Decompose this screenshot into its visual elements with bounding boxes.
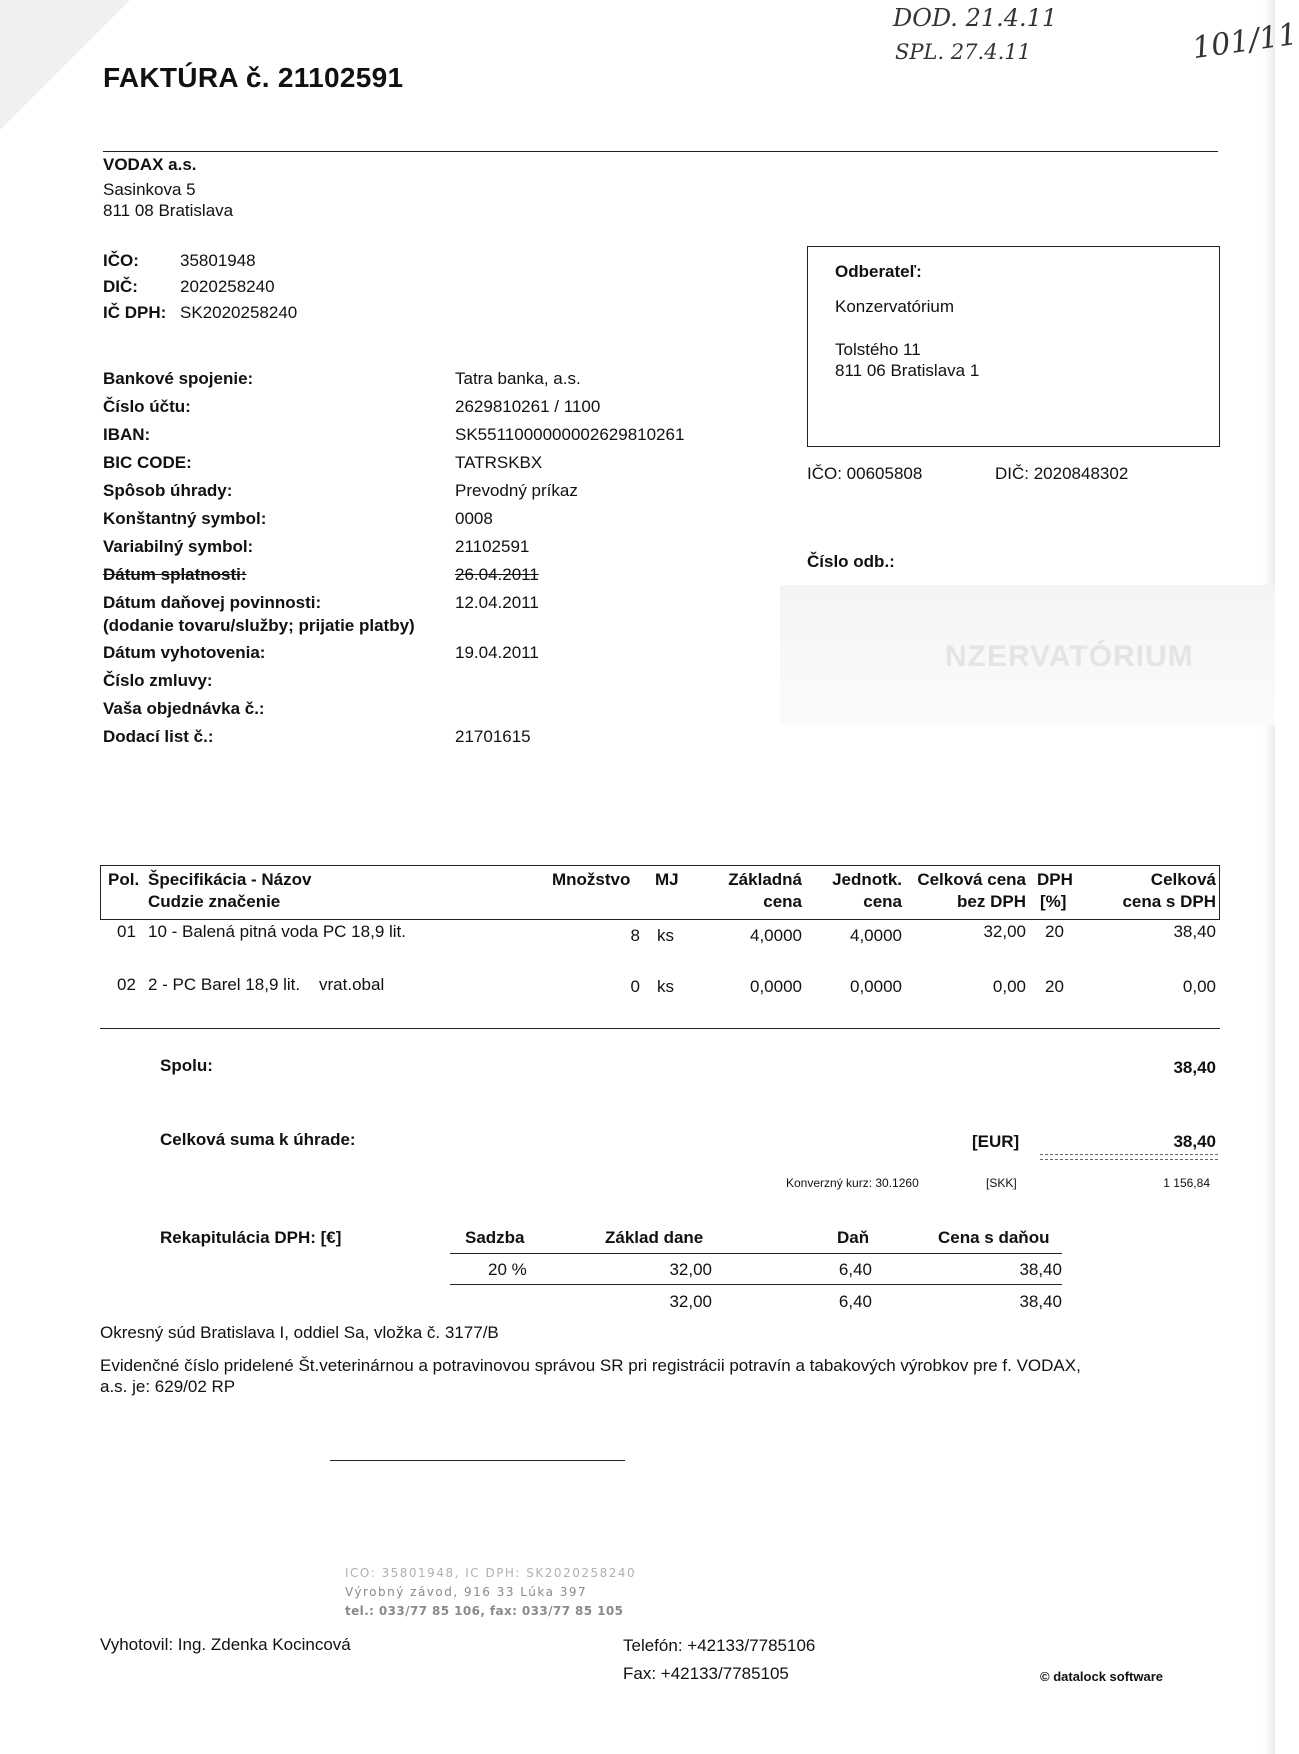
- title-divider: [103, 151, 1218, 152]
- variable-symbol-value: 21102591: [455, 537, 530, 556]
- stamp-line2: Výrobný závod, 916 33 Lúka 397: [345, 1585, 588, 1599]
- row2-unit: 0,0000: [850, 977, 902, 996]
- col-gross-2: cena s DPH: [1122, 892, 1216, 911]
- footer-fax: Fax: +42133/7785105: [623, 1664, 789, 1683]
- col-total-1: Celková cena: [917, 870, 1026, 889]
- table-bottom-divider: [100, 1028, 1220, 1029]
- tax-date-note: (dodanie tovaru/služby; prijatie platby): [103, 616, 415, 635]
- customer-street: Tolstého 11: [835, 340, 921, 359]
- col-spec: Špecifikácia - Názov: [148, 870, 312, 889]
- row1-pol: 01: [117, 922, 136, 941]
- col-base-1: Základná: [728, 870, 802, 889]
- registration-note-line1: Evidenčné číslo pridelené Št.veterinárnou a potravinovou správou SR pri registrácii potravín a tabakových výrobkov pre f. VODAX,: [100, 1356, 1081, 1375]
- total-due-label: Celková suma k úhrade:: [160, 1130, 356, 1149]
- contract-number-label: Číslo zmluvy:: [103, 671, 213, 690]
- tax-date-value: 12.04.2011: [455, 593, 539, 612]
- customer-order-label: Číslo odb.:: [807, 552, 895, 571]
- row1-unit: 4,0000: [850, 926, 902, 945]
- col-unit-1: Jednotk.: [832, 870, 902, 889]
- supplier-dic: 2020258240: [180, 277, 275, 296]
- total-due-currency: [EUR]: [972, 1132, 1020, 1151]
- supplier-ico-label: IČO:: [103, 251, 139, 270]
- invoice-title: FAKTÚRA č. 21102591: [103, 62, 404, 93]
- vat-total-divider: [450, 1284, 1062, 1285]
- handwritten-due-date: SPL. 27.4.11: [895, 40, 1031, 64]
- row1-mj: ks: [657, 926, 674, 945]
- col-unit-2: cena: [863, 892, 902, 911]
- col-gross-1: Celková: [1150, 870, 1216, 889]
- iban-label: IBAN:: [103, 425, 151, 444]
- vat-recap-label: Rekapitulácia DPH: [€]: [160, 1228, 342, 1247]
- constant-symbol-label: Konštantný symbol:: [103, 509, 267, 528]
- bank-value: Tatra banka, a.s.: [455, 369, 581, 388]
- row2-mj: ks: [657, 977, 674, 996]
- constant-symbol-value: 0008: [455, 509, 493, 528]
- row1-name: 10 - Balená pitná voda PC 18,9 lit.: [148, 922, 406, 941]
- vat-total-base: 32,00: [669, 1292, 712, 1311]
- col-base-2: cena: [763, 892, 802, 911]
- row2-total: 0,00: [992, 977, 1026, 996]
- customer-name: Konzervatórium: [835, 297, 955, 316]
- handwritten-page-number: 101/11: [1190, 16, 1299, 67]
- vat-head-gross: Cena s daňou: [938, 1228, 1050, 1247]
- row1-total: 32,00: [983, 922, 1026, 941]
- vat-row-gross: 38,40: [1019, 1260, 1062, 1279]
- exchange-rate-label: Konverzný kurz: 30.1260: [786, 1176, 919, 1190]
- col-qty: Množstvo: [552, 870, 631, 889]
- stamp-line1: ICO: 35801948, IC DPH: SK2020258240: [345, 1566, 637, 1580]
- page-edge-shadow: [1263, 0, 1275, 1754]
- stamp-line3: tel.: 033/77 85 106, fax: 033/77 85 105: [345, 1604, 624, 1618]
- col-pol: Pol.: [108, 870, 140, 889]
- supplier-ico: 35801948: [180, 251, 256, 270]
- supplier-name: VODAX a.s.: [103, 155, 197, 174]
- col-total-2: bez DPH: [957, 892, 1026, 911]
- supplier-dic-label: DIČ:: [103, 277, 138, 296]
- court-registration: Okresný súd Bratislava I, oddiel Sa, vložka č. 3177/B: [100, 1323, 499, 1342]
- row1-base: 4,0000: [750, 926, 802, 945]
- customer-city: 811 06 Bratislava 1: [835, 361, 980, 380]
- bic-value: TATRSKBX: [455, 453, 543, 472]
- exchange-rate-currency: [SKK]: [986, 1176, 1017, 1190]
- row1-qty: 8: [630, 926, 640, 945]
- issued-by: Vyhotovil: Ing. Zdenka Kocincová: [100, 1635, 351, 1654]
- exchange-rate-value: 1 156,84: [1163, 1176, 1210, 1190]
- delivery-note-label: Dodací list č.:: [103, 727, 214, 746]
- spolu-value: 38,40: [1173, 1058, 1216, 1077]
- spolu-label: Spolu:: [160, 1056, 213, 1075]
- background-stamp-text: NZERVATÓRIUM: [945, 640, 1194, 673]
- vat-row-base: 32,00: [669, 1260, 712, 1279]
- vat-head-tax: Daň: [837, 1228, 870, 1247]
- row2-name: 2 - PC Barel 18,9 lit. vrat.obal: [148, 975, 385, 994]
- vat-row-tax: 6,40: [838, 1260, 872, 1279]
- row2-vat: 20: [1045, 977, 1064, 996]
- supplier-icdph: SK2020258240: [180, 303, 298, 322]
- account-label: Číslo účtu:: [103, 397, 191, 416]
- row2-base: 0,0000: [750, 977, 802, 996]
- software-credit: © datalock software: [1040, 1669, 1164, 1684]
- customer-ico: IČO: 00605808: [807, 464, 923, 483]
- registration-note-line2: a.s. je: 629/02 RP: [100, 1377, 236, 1396]
- row2-gross: 0,00: [1182, 977, 1216, 996]
- issue-date-label: Dátum vyhotovenia:: [103, 643, 266, 662]
- delivery-note-value: 21701615: [455, 727, 531, 746]
- payment-method-label: Spôsob úhrady:: [103, 481, 233, 500]
- vat-head-base: Základ dane: [605, 1228, 704, 1247]
- supplier-icdph-label: IČ DPH:: [103, 303, 167, 322]
- vat-total-gross: 38,40: [1019, 1292, 1062, 1311]
- row2-qty: 0: [630, 977, 640, 996]
- vat-head-rate: Sadzba: [465, 1228, 525, 1247]
- bic-label: BIC CODE:: [103, 453, 192, 472]
- total-due-value: 38,40: [1173, 1132, 1216, 1151]
- tax-date-label: Dátum daňovej povinnosti:: [103, 593, 322, 612]
- footer-phone: Telefón: +42133/7785106: [623, 1636, 816, 1655]
- row1-vat: 20: [1045, 922, 1064, 941]
- col-foreign: Cudzie značenie: [148, 892, 281, 911]
- vat-row-rate: 20 %: [488, 1260, 527, 1279]
- vat-head-divider: [450, 1253, 1062, 1254]
- supplier-city: 811 08 Bratislava: [103, 201, 234, 220]
- account-value: 2629810261 / 1100: [455, 397, 601, 416]
- supplier-street: Sasinkova 5: [103, 180, 196, 199]
- due-date-label: Dátum splatnosti:: [103, 565, 247, 584]
- signature-line: [330, 1460, 625, 1461]
- due-date-value: 26.04.2011: [455, 565, 539, 584]
- iban-value: SK5511000000002629810261: [455, 425, 685, 444]
- total-due-underline-2: [1040, 1159, 1218, 1160]
- col-mj: MJ: [655, 870, 679, 889]
- issue-date-value: 19.04.2011: [455, 643, 539, 662]
- col-vat-1: DPH: [1037, 870, 1073, 889]
- row1-gross: 38,40: [1173, 922, 1216, 941]
- bank-label: Bankové spojenie:: [103, 369, 254, 388]
- your-order-label: Vaša objednávka č.:: [103, 699, 265, 718]
- vat-total-tax: 6,40: [838, 1292, 872, 1311]
- customer-label: Odberateľ:: [835, 262, 922, 281]
- variable-symbol-label: Variabilný symbol:: [103, 537, 254, 556]
- total-due-underline-1: [1040, 1154, 1218, 1155]
- payment-method-value: Prevodný príkaz: [455, 481, 578, 500]
- customer-dic: DIČ: 2020848302: [995, 464, 1129, 483]
- row2-pol: 02: [117, 975, 136, 994]
- handwritten-delivery-date: DOD. 21.4.11: [893, 4, 1058, 32]
- col-vat-2: [%]: [1040, 892, 1067, 911]
